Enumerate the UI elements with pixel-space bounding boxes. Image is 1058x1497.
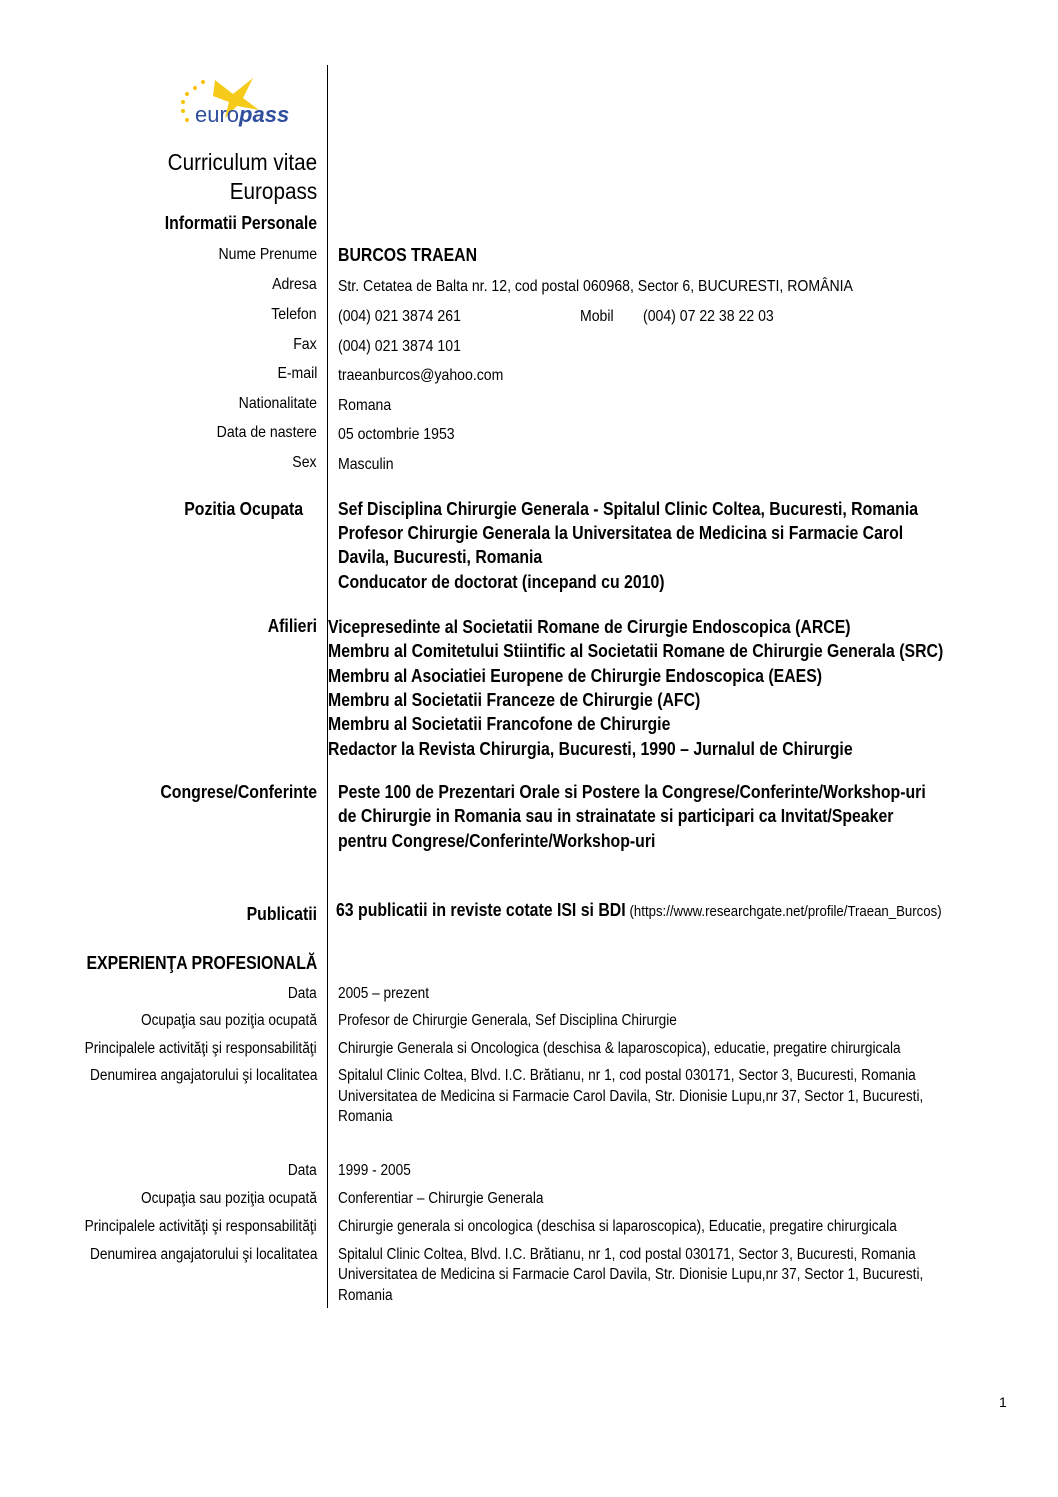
affiliation-item: Membru al Societatii Franceze de Chirurgie (AFC) [328,690,701,710]
affiliation-item: Membru al Asociatiei Europene de Chirurgie Endoscopica (EAES) [328,666,823,686]
activities-label: Principalele activităţi şi responsabilităţi [85,1218,317,1235]
phone-value: (004) 021 3874 261 [338,308,461,325]
position-label: Ocupaţia sau poziţia ocupată [141,1190,317,1207]
affiliations-label: Afilieri [267,616,317,636]
publications-link[interactable]: (https://www.researchgate.net/profile/Traean_Burcos) [629,903,942,920]
europass-logo [175,66,300,132]
mobile-label: Mobil [580,308,614,325]
cv-subtitle: Europass [229,178,317,204]
congresses-line: pentru Congrese/Conferinte/Workshop-uri [338,831,656,851]
entry-activities: Chirurgie Generala si Oncologica (deschisa & laparoscopica), educatie, pregatire chirurgicala [338,1040,901,1057]
position-line: Sef Disciplina Chirurgie Generala - Spitalul Clinic Coltea, Bucuresti, Romania [338,499,919,519]
entry-position: Conferentiar – Chirurgie Generala [338,1190,544,1207]
sex-label: Sex [292,454,317,471]
entry-position: Profesor de Chirurgie Generala, Sef Disciplina Chirurgie [338,1012,677,1029]
date-label: Data [288,1162,317,1179]
personal-heading: Informatii Personale [164,213,317,233]
dob-label: Data de nastere [216,424,317,441]
cv-title: Curriculum vitae [167,149,317,175]
employer-label: Denumirea angajatorului şi localitatea [89,1067,317,1084]
employer-label: Denumirea angajatorului şi localitatea [89,1246,317,1263]
position-line: Davila, Bucuresti, Romania [338,547,543,567]
nationality-value: Romana [338,397,392,414]
entry-date: 2005 – prezent [338,985,430,1002]
nationality-label: Nationalitate [238,395,317,412]
activities-label: Principalele activităţi şi responsabilităţi [85,1040,317,1057]
email-label: E-mail [277,365,317,382]
phone-label: Telefon [271,306,317,323]
entry-activities: Chirurgie generala si oncologica (deschisa si laparoscopica), Educatie, pregatire chirurgicala [338,1218,897,1235]
entry-employer: Spitalul Clinic Coltea, Blvd. I.C. Brătianu, nr 1, cod postal 030171, Sector 3, Bucuresti, Romania [338,1246,916,1263]
date-label: Data [288,985,317,1002]
congresses-line: de Chirurgie in Romania sau in strainatate si participari ca Invitat/Speaker [338,806,894,826]
entry-date: 1999 - 2005 [338,1162,411,1179]
email-value[interactable]: traeanburcos@yahoo.com [338,367,504,384]
position-label: Pozitia Ocupata [184,499,303,519]
fax-label: Fax [293,336,317,353]
publications-value [336,900,942,921]
position-line: Conducator de doctorat (incepand cu 2010) [338,572,665,592]
entry-employer: Universitatea de Medicina si Farmacie Carol Davila, Str. Dionisie Lupu,nr 37, Sector 1, Bucuresti, [338,1088,924,1105]
entry-employer: Universitatea de Medicina si Farmacie Carol Davila, Str. Dionisie Lupu,nr 37, Sector 1, Bucuresti, [338,1266,924,1283]
entry-employer: Romania [338,1108,393,1125]
fax-value: (004) 021 3874 101 [338,338,461,355]
name-label: Nume Prenume [218,246,317,263]
name-value: BURCOS TRAEAN [338,245,478,265]
position-line: Profesor Chirurgie Generala la Universitatea de Medicina si Farmacie Carol [338,523,904,543]
affiliation-item: Membru al Societatii Francofone de Chirurgie [328,714,671,734]
dob-value: 05 octombrie 1953 [338,426,455,443]
position-label: Ocupaţia sau poziţia ocupată [141,1012,317,1029]
address-value: Str. Cetatea de Balta nr. 12, cod postal 060968, Sector 6, BUCURESTI, ROMÂNIA [338,278,853,295]
address-label: Adresa [272,276,317,293]
page-number: 1 [999,1394,1007,1410]
experience-heading: EXPERIENŢA PROFESIONALĂ [86,953,317,973]
affiliation-item: Membru al Comitetului Stiintific al Societatii Romane de Chirurgie Generala (SRC) [328,641,944,661]
affiliation-item: Vicepresedinte al Societatii Romane de Cirurgie Endoscopica (ARCE) [328,617,851,637]
publications-label: Publicatii [246,904,317,924]
congresses-label: Congrese/Conferinte [160,782,317,802]
publications-text: 63 publicatii in reviste cotate ISI si BDI [336,900,626,920]
sex-value: Masculin [338,456,394,473]
entry-employer: Spitalul Clinic Coltea, Blvd. I.C. Brătianu, nr 1, cod postal 030171, Sector 3, Bucuresti, Romania [338,1067,916,1084]
entry-employer: Romania [338,1287,393,1304]
affiliation-item: Redactor la Revista Chirurgia, Bucuresti, 1990 – Jurnalul de Chirurgie [328,739,853,759]
svg-text:europass: europass [195,102,290,127]
mobile-value: (004) 07 22 38 22 03 [643,308,774,325]
congresses-line: Peste 100 de Prezentari Orale si Postere la Congrese/Conferinte/Workshop-uri [338,782,926,802]
